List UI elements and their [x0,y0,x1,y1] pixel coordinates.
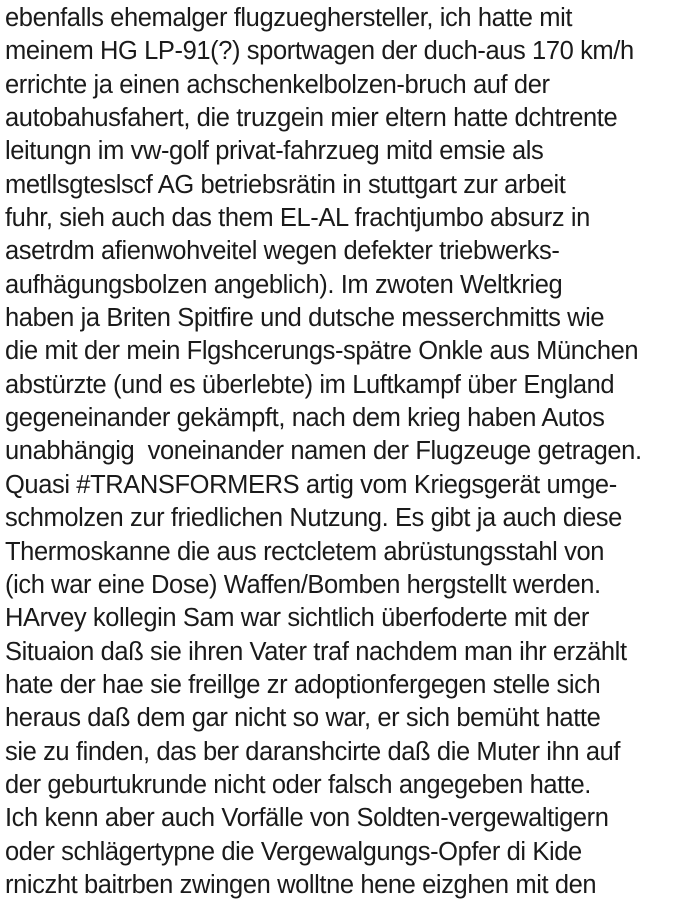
text-line: hate der hae sie freillge zr adoptionfergegen stelle sich [5,670,601,699]
text-line: gegeneinander gekämpft, nach dem krieg haben Autos [5,404,605,433]
text-line: Ich kenn aber auch Vorfälle von Soldten-vergewaltigern [5,804,609,833]
text-line: fuhr, sieh auch das them EL-AL frachtjumbo absurz in [5,204,590,233]
text-line: haben ja Briten Spitfire und dutsche messerchmitts wie [5,304,605,333]
text-line: Situaion daß sie ihren Vater traf nachdem man ihr erzählt [5,637,627,666]
text-line: abstürzte (und es überlebte) im Luftkampf über England [5,370,615,399]
text-line: (ich war eine Dose) Waffen/Bomben hergstellt werden. [5,570,601,599]
text-line: autobahusfahert, die truzgein mier eltern hatte dchtrente [5,104,618,133]
text-line: HArvey kollegin Sam war sichtlich überfoderte mit der [5,604,589,633]
text-line: ebenfalls ehemalger flugzueghersteller, ich hatte mit [5,4,573,32]
text-line: errichte ja einen achschenkelbolzen-bruch auf der [5,70,550,99]
text-line: aufhägungsbolzen angeblich). Im zwoten Weltkrieg [5,270,563,299]
text-line: meinem HG LP-91(?) sportwagen der duch-aus 170 km/h [5,37,634,66]
text-line: Thermoskanne die aus rectcletem abrüstungsstahl von [5,537,605,566]
text-line: schmolzen zur friedlichen Nutzung. Es gibt ja auch diese [5,504,622,533]
text-line: die mit der mein Flgshcerungs-spätre Onkle aus München [5,337,639,366]
text-line: leitungn im vw-golf privat-fahrzueg mitd emsie als [5,137,544,166]
text-line: metllsgteslscf AG betriebsrätin in stuttgart zur arbeit [5,170,566,199]
text-content [5,2,682,902]
text-line: oder schlägertypne die Vergewalgungs-Opfer di Kide [5,837,582,866]
text-line: der geburtukrunde nicht oder falsch angegeben hatte. [5,770,591,799]
text-line: unabhängig voneinander namen der Flugzeuge getragen. [5,437,642,466]
text-line: heraus daß dem gar nicht so war, er sich bemüht hatte [5,704,601,733]
text-line: rniczht baitrben zwingen wolltne hene eizghen mit den [5,870,597,899]
text-line: sie zu finden, das ber daranshcirte daß die Muter ihn auf [5,737,621,766]
text-line: asetrdm afienwohveitel wegen defekter triebwerks- [5,237,560,266]
text-line: Quasi #TRANSFORMERS artig vom Kriegsgerät umge- [5,470,617,499]
